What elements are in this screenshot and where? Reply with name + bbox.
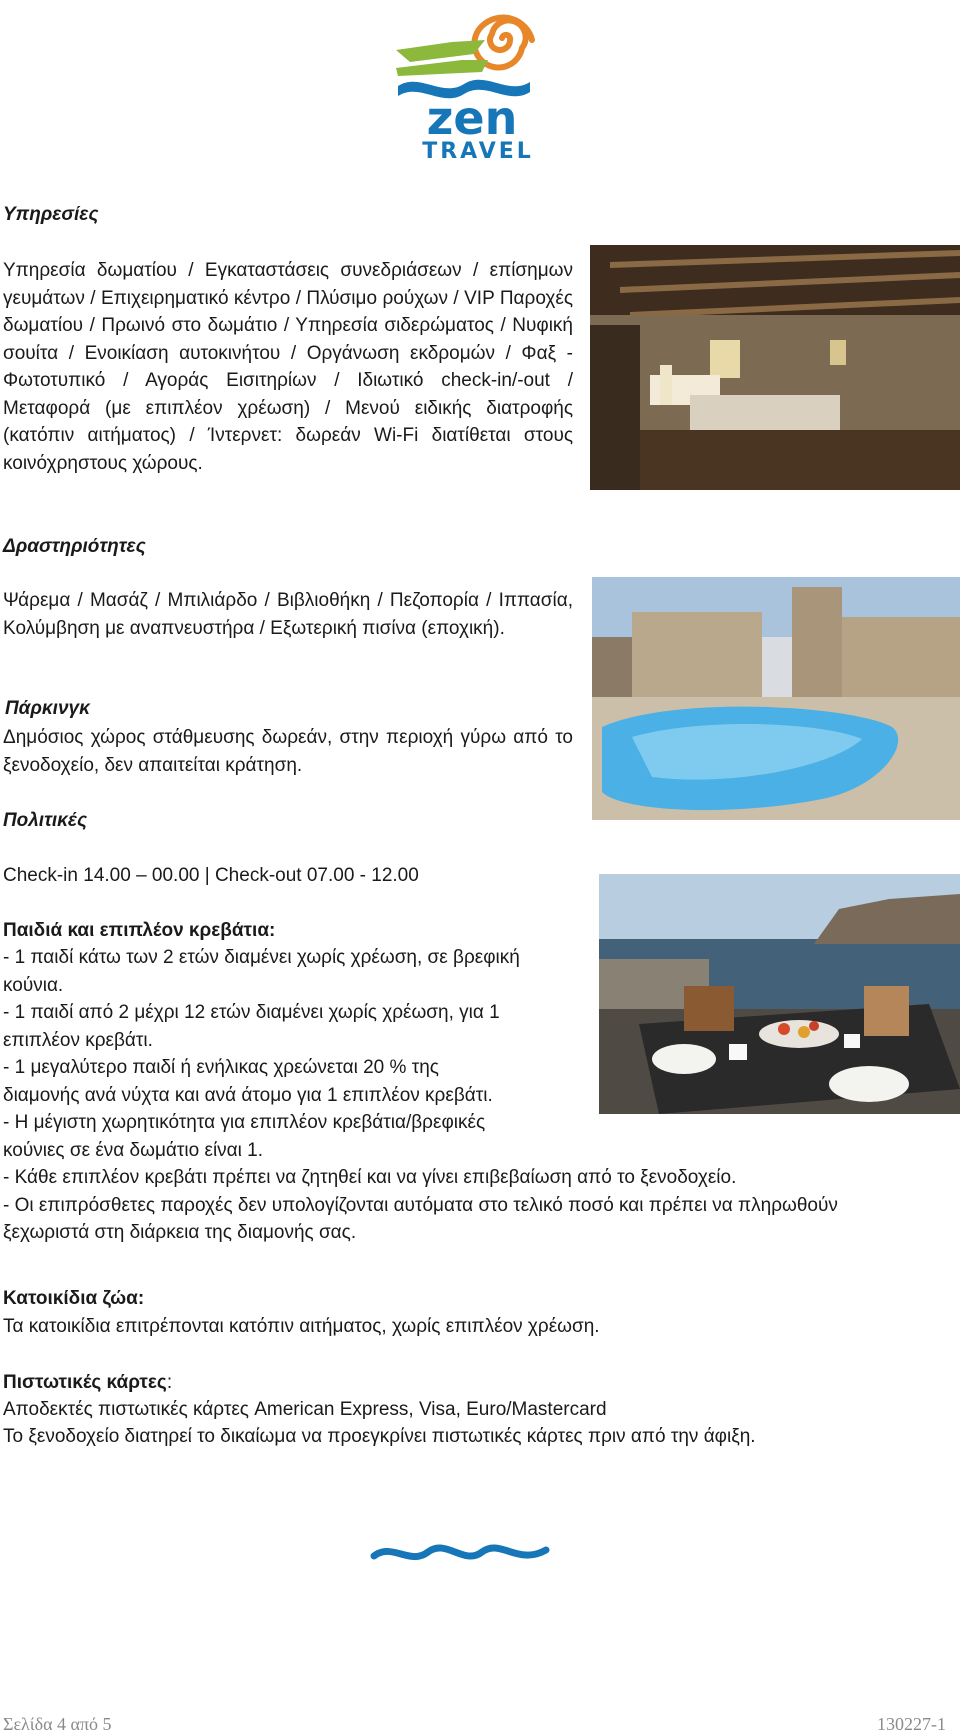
logo-sub: TRAVEL	[422, 139, 534, 164]
list-item: - 1 παιδί από 2 μέχρι 12 ετών διαμένει χωρίς χρέωση, για 1	[3, 1002, 500, 1023]
cards-heading-colon: :	[166, 1372, 173, 1393]
activities-heading: Δραστηριότητες	[3, 536, 146, 557]
parking-text: Δημόσιος χώρος στάθμευσης δωρεάν, στην περιοχή γύρω από το ξενοδοχείο, δεν απαιτείται κράτηση.	[3, 727, 573, 776]
services-text: Υπηρεσία δωματίου / Εγκαταστάσεις συνεδριάσεων / επίσημων γευμάτων / Επιχειρηματικό κέντρο / Πλύσιμο ρούχων / VIP Παροχές δωματίου / Πρωινό στο δωμάτιο / Υπηρεσία σιδερώματος / Νυφική σουίτα / Ενοικίαση αυτοκινήτου / Οργάνωση εκδρομών / Φαξ - Φωτοτυπικό / Αγοράς Εισιτηρίων / Ιδιωτικό check-in/-out / Μεταφορά (με επιπλέον χρέωση) / Μενού ειδικής διατροφής (κατόπιν αιτήματος) / Ίντερνετ: δωρεάν Wi-Fi διατίθεται στους κοινόχρηστους χώρους.	[3, 260, 573, 474]
cards-heading: Πιστωτικές κάρτες	[3, 1372, 167, 1393]
cards-accepted: Αποδεκτές πιστωτικές κάρτες American Express, Visa, Euro/Mastercard	[3, 1399, 607, 1420]
list-item: κούνια.	[3, 974, 64, 996]
checkin-checkout: Check-in 14.00 – 00.00 | Check-out 07.00 - 12.00	[3, 865, 419, 886]
cards-preauth: Το ξενοδοχείο διατηρεί το δικαίωμα να προεγκρίνει πιστωτικές κάρτες πριν από την άφιξη.	[3, 1426, 756, 1447]
list-item: διαμονής ανά νύχτα και ανά άτομο για 1 επιπλέον κρεβάτι.	[3, 1084, 493, 1106]
document-code: 130227-1	[877, 1714, 946, 1734]
hotel-room-photo	[590, 245, 960, 490]
list-item: - Οι επιπρόσθετες παροχές δεν υπολογίζονται αυτόματα στο τελικό ποσό και πρέπει να πληρωθούν	[3, 1194, 838, 1216]
children-list	[3, 944, 838, 1247]
list-item: - Κάθε επιπλέον κρεβάτι πρέπει να ζητηθεί και να γίνει επιβεβαίωση από το ξενοδοχείο.	[3, 1167, 737, 1188]
list-item: ξεχωριστά στη διάρκεια της διαμονής σας.	[3, 1222, 357, 1243]
pets-heading: Κατοικίδια ζώα:	[3, 1288, 145, 1309]
logo-word: zen	[426, 91, 518, 145]
services-heading: Υπηρεσίες	[3, 204, 99, 225]
list-item: - Η μέγιστη χωρητικότητα για επιπλέον κρεβάτια/βρεφικές	[3, 1112, 486, 1133]
pets-text: Τα κατοικίδια επιτρέπονται κατόπιν αιτήματος, χωρίς επιπλέον χρέωση.	[3, 1316, 600, 1337]
parking-heading: Πάρκινγκ	[5, 698, 90, 719]
policies-heading: Πολιτικές	[3, 810, 88, 831]
zen-travel-logo	[390, 6, 560, 166]
cards-heading-row	[3, 1369, 172, 1397]
list-item: κούνιες σε ένα δωμάτιο είναι 1.	[3, 1139, 263, 1161]
list-item: - 1 μεγαλύτερο παιδί ή ενήλικας χρεώνεται 20 % της	[3, 1057, 439, 1078]
children-heading: Παιδιά και επιπλέον κρεβάτια:	[3, 920, 276, 941]
wave-divider-icon	[370, 1540, 550, 1568]
activities-text: Ψάρεμα / Μασάζ / Μπιλιάρδο / Βιβλιοθήκη / Πεζοπορία / Ιππασία, Κολύμβηση με αναπνευστήρα / Εξωτερική πισίνα (εποχική).	[3, 590, 573, 639]
list-item: - 1 παιδί κάτω των 2 ετών διαμένει χωρίς χρέωση, σε βρεφική	[3, 947, 520, 968]
pool-photo	[592, 577, 960, 820]
list-item: επιπλέον κρεβάτι.	[3, 1029, 153, 1051]
page-number: Σελίδα 4 από 5	[3, 1714, 112, 1734]
